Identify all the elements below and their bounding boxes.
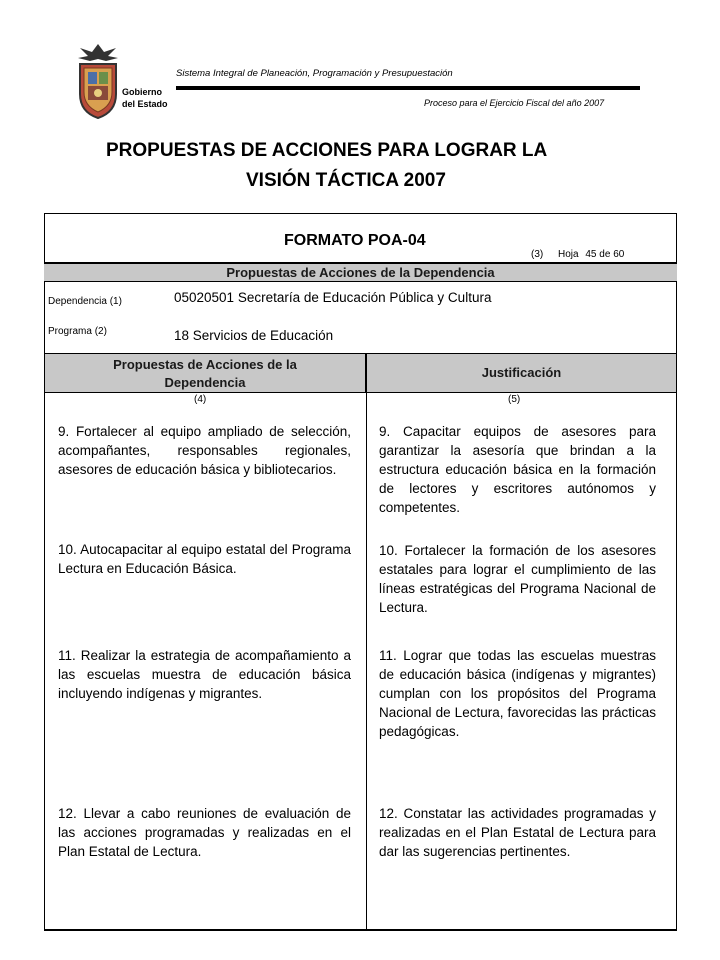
form-name: FORMATO POA-04	[284, 232, 426, 249]
justification-column-header: Justificación	[366, 353, 677, 393]
justification-cell-9: 9. Capacitar equipos de asesores para garantizar la asesoría que brindan a la estructura educación básica en la formación de lectores y escritores autónomos y competentes.	[379, 424, 656, 515]
column-divider	[366, 393, 367, 930]
actions-column-header-line1: Propuestas de Acciones de la	[113, 357, 297, 372]
page-title-line2: VISIÓN TÁCTICA 2007	[246, 170, 446, 191]
header-rule	[176, 86, 640, 90]
page-title-line1: PROPUESTAS DE ACCIONES PARA LOGRAR LA	[106, 140, 548, 161]
programa-ref: (2)	[94, 326, 107, 337]
sheet-of: de	[599, 249, 611, 260]
sheet-ref: (3)	[531, 249, 544, 260]
actions-column-ref: (4)	[194, 394, 207, 405]
actions-column-header	[44, 353, 366, 393]
sheet-number: 45	[585, 249, 597, 260]
government-label-line1: Gobierno	[122, 87, 162, 97]
dependencia-ref: (1)	[109, 296, 122, 307]
action-cell-12: 12. Llevar a cabo reuniones de evaluación de las acciones programadas y realizadas en el Plan Estatal de Lectura.	[58, 806, 351, 859]
government-label-line2: del Estado	[122, 99, 168, 109]
form-bottom-rule	[44, 929, 677, 931]
sheet-total: 60	[613, 249, 625, 260]
section-title-bar: Propuestas de Acciones de la Dependencia	[44, 262, 677, 282]
government-label	[122, 86, 168, 110]
dependencia-label	[48, 296, 122, 307]
programa-label	[48, 326, 107, 337]
justification-cell-11: 11. Lograr que todas las escuelas muestras de educación básica (indígenas y migrantes) cumplan con los propósitos del Programa Nacional de Lectura, favorecidas las prácticas pedagógicas.	[379, 648, 656, 739]
state-coat-of-arms-icon	[74, 42, 122, 120]
actions-column-header-line2: Dependencia	[164, 375, 246, 390]
justification-cell-12: 12. Constatar las actividades programadas y realizadas en el Plan Estatal de Lectura para dar las sugerencias pertinentes.	[379, 806, 656, 859]
dependencia-label-text: Dependencia	[48, 296, 107, 307]
sheet-indicator	[531, 249, 624, 260]
sheet-label: Hoja	[558, 249, 579, 260]
programa-value: 18 Servicios de Educación	[174, 328, 334, 343]
fiscal-process: Proceso para el Ejercicio Fiscal del año 2007	[424, 98, 605, 108]
programa-label-text: Programa	[48, 326, 92, 337]
system-name: Sistema Integral de Planeación, Programación y Presupuestación	[176, 68, 453, 79]
dependencia-value: 05020501 Secretaría de Educación Pública y Cultura	[174, 290, 492, 305]
action-cell-11: 11. Realizar la estrategia de acompañamiento a las escuelas muestra de educación básica incluyendo indígenas y migrantes.	[58, 648, 351, 701]
justification-column-ref: (5)	[508, 394, 521, 405]
action-cell-9: 9. Fortalecer al equipo ampliado de selección, acompañantes, responsables regionales, asesores de educación básica y bibliotecarios.	[58, 424, 351, 477]
justification-cell-10: 10. Fortalecer la formación de los asesores estatales para lograr el cumplimiento de las líneas estratégicas del Programa Nacional de Lectura.	[379, 543, 656, 615]
action-cell-10: 10. Autocapacitar al equipo estatal del Programa Lectura en Educación Básica.	[58, 542, 351, 576]
